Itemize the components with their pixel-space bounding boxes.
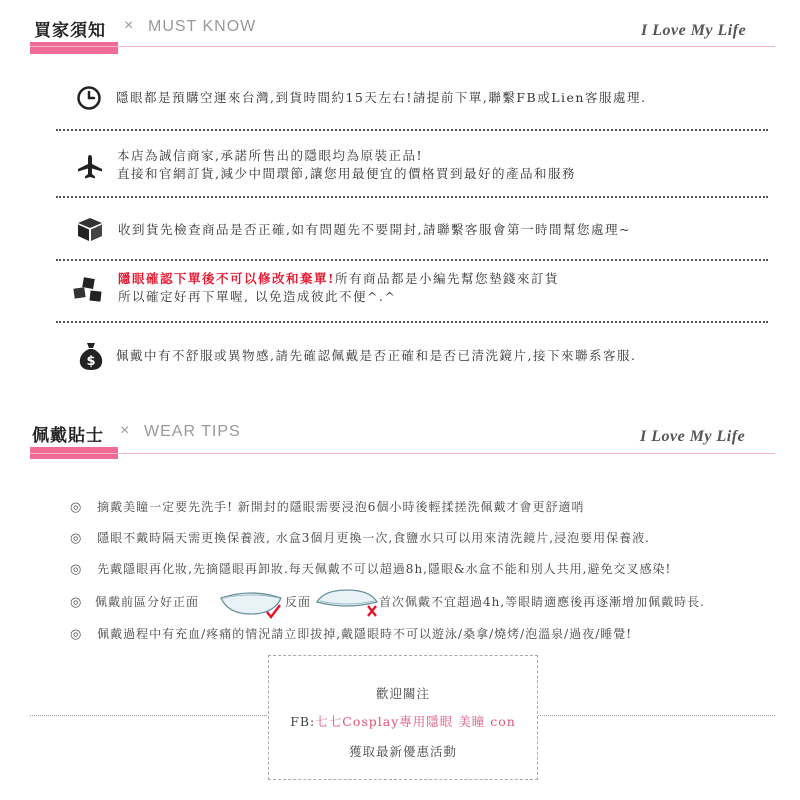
- tip-3-text: 先戴隱眼再化妝,先摘隱眼再卸妝.每天佩戴不可以超過8h,隱眼&水盒不能和別人共用,避免交叉感染!: [97, 562, 672, 576]
- tip-4-part3: 首次佩戴不宜超過4h,等眼睛適應後再逐漸增加佩戴時長.: [379, 595, 705, 609]
- must-know-pink-line: [30, 46, 775, 47]
- follow-promo: 獲取最新優惠活動: [348, 744, 457, 759]
- must-know-x: ×: [124, 17, 134, 34]
- tip-3: [70, 561, 671, 578]
- must-know-item-4-line1: [118, 270, 559, 288]
- fb-label: FB:: [290, 714, 316, 729]
- tip-2-text: 隱眼不戴時隔天需更換保養液, 水盒3個月更換一次,食鹽水只可以用來清洗鏡片,浸泡要用保養液.: [97, 531, 650, 545]
- tip-1: [70, 499, 584, 516]
- must-know-item-5: 佩戴中有不舒服或異物感,請先確認佩戴是否正確和是否已清洗鏡片,接下來聯系客服.: [116, 348, 637, 363]
- money-bag-icon: [78, 341, 104, 371]
- must-know-item-2-line2: 直接和官網訂貨,減少中間環節,讓您用最便宜的價格買到最好的產品和服務: [117, 166, 576, 181]
- must-know-subtitle: MUST KNOW: [148, 18, 257, 35]
- divider: [56, 321, 768, 323]
- wear-tips-subtitle: WEAR TIPS: [144, 423, 241, 440]
- tip-2: [70, 530, 650, 547]
- lens-reverse-icon: [314, 582, 380, 624]
- tip-5-text: 佩戴過程中有充血/疼痛的情況請立即拔掉,戴隱眼時不可以遊泳/桑拿/燒烤/泡溫泉/過夜/睡覺!: [97, 627, 633, 641]
- must-know-item-4-line2: 所以確定好再下單喔, 以免造成彼此不便^.^: [118, 289, 397, 304]
- fb-page-name[interactable]: 七七Cosplay專用隱眼 美瞳 con: [315, 714, 516, 729]
- follow-title: 歡迎關注: [375, 686, 430, 701]
- bullet-icon: ◎: [70, 531, 83, 546]
- bullet-icon: ◎: [70, 500, 83, 515]
- divider: [56, 129, 768, 131]
- wear-tips-header: [0, 410, 800, 470]
- must-know-pink-bar: [30, 42, 118, 54]
- tip-4-part1: 佩戴前區分好正面: [95, 595, 200, 609]
- must-know-item-2-line1: 本店為誠信商家,承諾所售出的隱眼均為原裝正品!: [117, 148, 423, 163]
- must-know-item-3: 收到貨先檢查商品是否正確,如有問題先不要開封,請聯繫客服會第一時間幫您處理~: [118, 222, 631, 237]
- divider: [56, 196, 768, 198]
- warning-highlight: 隱眼確認下單後不可以修改和棄單!: [118, 271, 335, 286]
- tip-1-text: 摘戴美瞳一定要先洗手! 新開封的隱眼需要浸泡6個小時後輕揉搓洗佩戴才會更舒適哨: [97, 500, 585, 514]
- must-know-item-1: 隱眼都是預購空運來台灣,到貨時間約15天左右!請提前下單,聯繫FB或Lien客服處理.: [116, 90, 647, 105]
- wear-tips-title: 佩戴貼士: [32, 426, 104, 446]
- tip-5: [70, 626, 632, 643]
- box-icon: [76, 216, 104, 242]
- must-know-tagline: I Love My Life: [641, 22, 747, 39]
- tip-4: [70, 594, 82, 611]
- must-know-title: 買家須知: [34, 21, 106, 41]
- tip-4-part2: 反面: [285, 595, 312, 609]
- bullet-icon: ◎: [70, 627, 83, 642]
- wear-tips-pink-line: [30, 453, 775, 454]
- airplane-icon: [76, 153, 104, 181]
- clock-icon: [76, 85, 102, 111]
- wear-tips-tagline: I Love My Life: [640, 428, 746, 445]
- bullet-icon: ◎: [70, 595, 83, 610]
- facebook-link[interactable]: [269, 712, 537, 730]
- wear-tips-x: ×: [120, 422, 130, 439]
- divider: [56, 259, 768, 261]
- cubes-icon: [72, 276, 106, 306]
- follow-box: [268, 655, 538, 780]
- must-know-item-4-rest: 所有商品都是小編先幫您墊錢來訂貨: [335, 271, 560, 286]
- svg-text:$: $: [86, 354, 96, 369]
- must-know-header: [0, 0, 800, 60]
- bullet-icon: ◎: [70, 562, 83, 577]
- lens-front-icon: [218, 584, 284, 624]
